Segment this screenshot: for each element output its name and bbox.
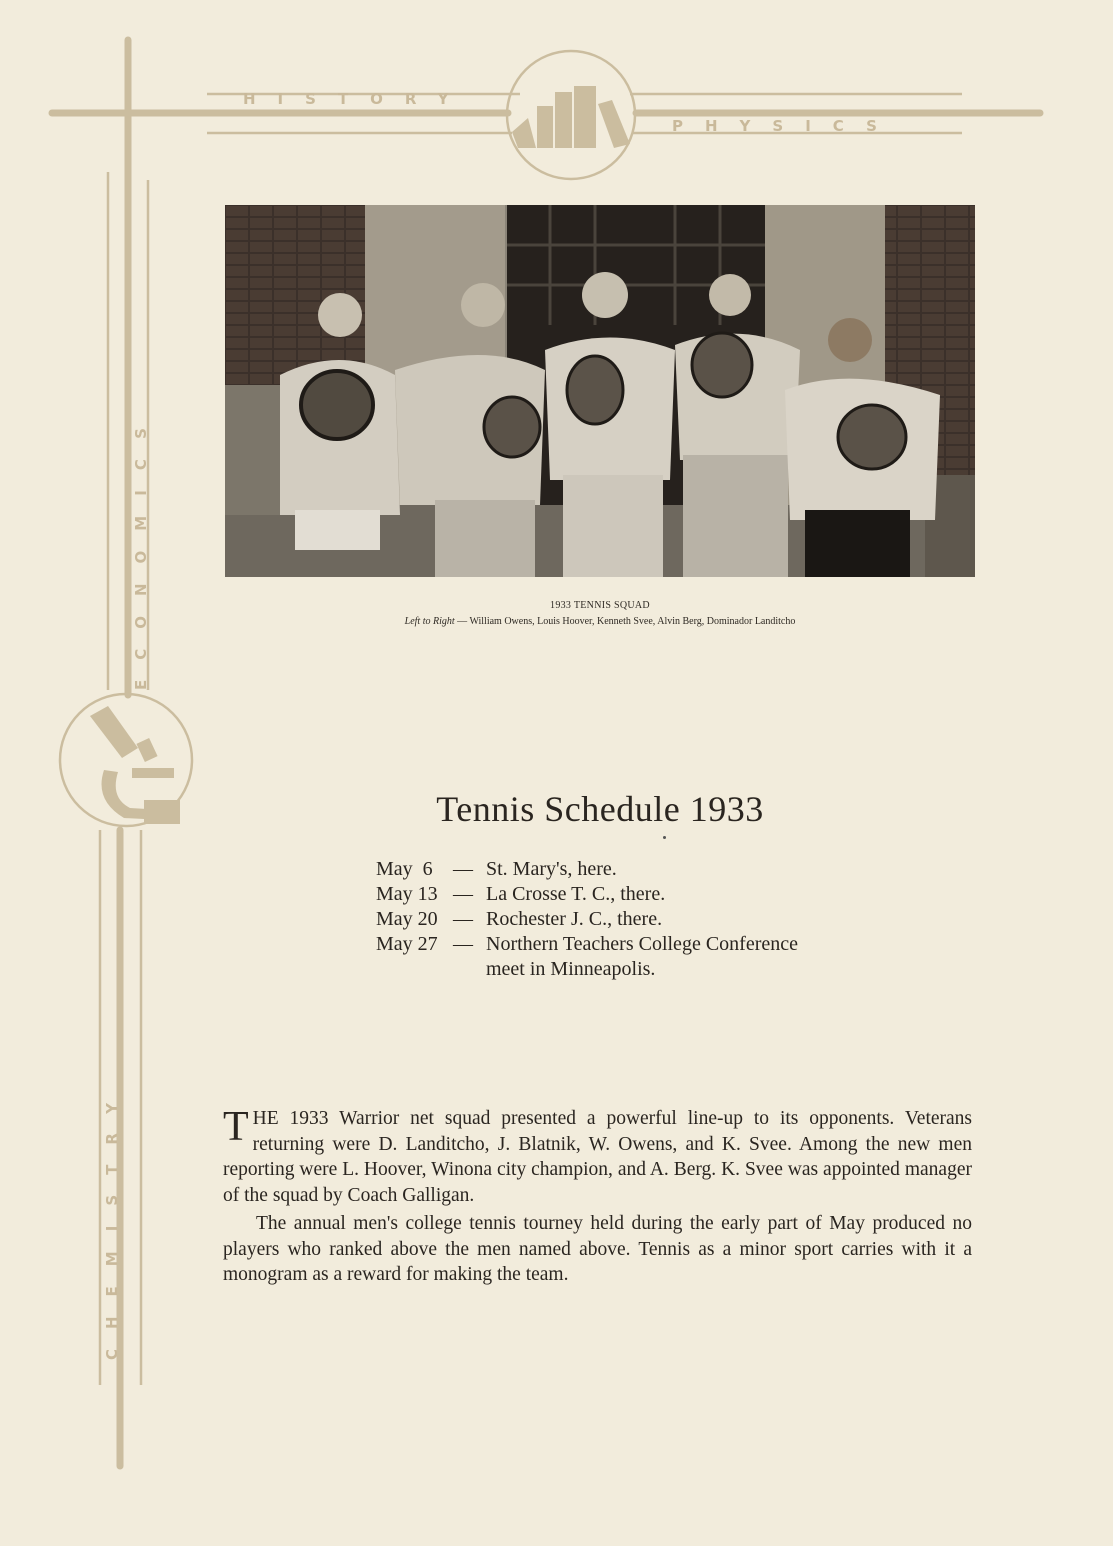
schedule-title: Tennis Schedule 1933 <box>436 789 764 829</box>
schedule-dash: — <box>453 933 473 955</box>
schedule-date: May 27 <box>376 933 438 955</box>
schedule-dash: — <box>453 883 473 905</box>
caption-lead: Left to Right <box>404 616 455 627</box>
schedule-row <box>376 907 896 932</box>
schedule-row <box>376 857 896 882</box>
header-label-physics: PHYSICS <box>672 117 899 135</box>
team-photograph <box>225 205 975 577</box>
schedule-row <box>376 957 896 982</box>
books-icon <box>512 86 630 148</box>
sidebar-label-economics: ECONOMICS <box>132 408 150 690</box>
header-label-history: HISTORY <box>243 90 471 108</box>
schedule-dash: — <box>453 858 473 880</box>
schedule-date: May 13 <box>376 883 438 905</box>
schedule-event: St. Mary's, here. <box>486 858 617 880</box>
schedule-dash <box>453 957 486 982</box>
schedule-row <box>376 932 896 957</box>
schedule-date: May 20 <box>376 908 438 930</box>
schedule-date <box>376 957 453 982</box>
schedule-dash: — <box>453 908 473 930</box>
article-paragraph: The annual men's college tennis tourney held during the early part of May produced no players who ranked above the men named above. Tennis as a minor sport carries with it a monogram as a reward for making the team. <box>223 1213 972 1285</box>
schedule-event: Northern Teachers College Conference <box>486 933 798 955</box>
schedule-row <box>376 882 896 907</box>
schedule-event: La Crosse T. C., there. <box>486 883 666 905</box>
article-body <box>223 1106 972 1288</box>
sidebar-label-chemistry: CHEMISTRY <box>103 1083 121 1360</box>
caption-name-list: — William Owens, Louis Hoover, Kenneth Svee, Alvin Berg, Dominador Landitcho <box>454 616 796 627</box>
photo-caption-names <box>225 616 975 627</box>
photo-caption-title: 1933 TENNIS SQUAD <box>550 600 650 611</box>
schedule-event: meet in Minneapolis. <box>486 958 656 980</box>
microscope-icon <box>90 706 180 824</box>
schedule-list <box>376 857 896 982</box>
drop-cap: T <box>223 1104 249 1150</box>
article-paragraph <box>223 1106 972 1208</box>
title-ornament-dot <box>663 836 666 839</box>
schedule-event: Rochester J. C., there. <box>486 908 663 930</box>
paragraph-text: HE 1933 Warrior net squad presented a powerful line-up to its opponents. Veterans returning were D. Landitcho, J. Blatnik, W. Owens, and K. Svee. Among the new men reporting were L. Hoover, Winona city champion, and A. Berg. K. Svee was appointed manager of the squad by Coach Galligan. <box>223 1108 972 1206</box>
schedule-date: May 6 <box>376 858 433 880</box>
